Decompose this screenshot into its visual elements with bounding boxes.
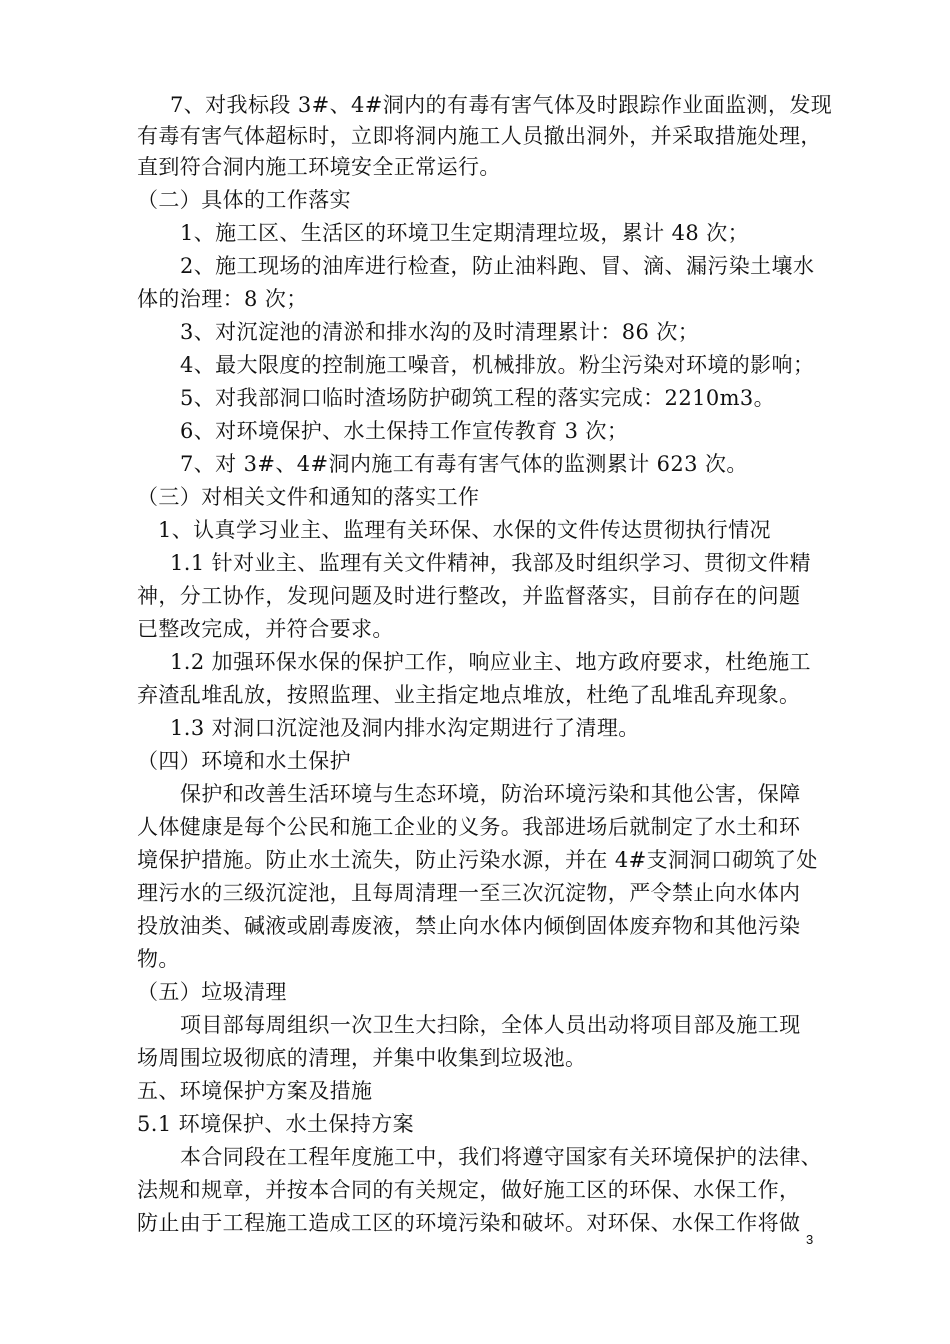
text-line: 4、最大限度的控制施工噪音，机械排放。粉尘污染对环境的影响； bbox=[180, 353, 815, 377]
chapter-heading: 五、环境保护方案及措施 bbox=[137, 1079, 373, 1103]
text-line: 弃渣乱堆乱放，按照监理、业主指定地点堆放，杜绝了乱堆乱弃现象。 bbox=[137, 683, 801, 707]
text-line: 直到符合洞内施工环境安全正常运行。 bbox=[137, 155, 501, 179]
text-line: 6、对环境保护、水土保持工作宣传教育 3 次； bbox=[180, 419, 629, 443]
section-heading: （四）环境和水土保护 bbox=[137, 749, 351, 773]
text-line: 神，分工协作，发现问题及时进行整改，并监督落实，目前存在的问题 bbox=[137, 584, 801, 608]
text-line: 7、对 3#、4#洞内施工有毒有害气体的监测累计 623 次。 bbox=[180, 452, 748, 476]
text-line: 项目部每周组织一次卫生大扫除，全体人员出动将项目部及施工现 bbox=[180, 1013, 801, 1037]
text-line: 1、施工区、生活区的环境卫生定期清理垃圾，累计 48 次； bbox=[180, 221, 750, 245]
text-line: 2、施工现场的油库进行检查，防止油料跑、冒、滴、漏污染土壤水 bbox=[180, 254, 815, 278]
text-line: 场周围垃圾彻底的清理，并集中收集到垃圾池。 bbox=[137, 1046, 587, 1070]
text-line: 理污水的三级沉淀池，且每周清理一至三次沉淀物，严令禁止向水体内 bbox=[137, 881, 801, 905]
text-line: 体的治理：8 次； bbox=[137, 287, 308, 311]
text-line: 1.3 对洞口沉淀池及洞内排水沟定期进行了清理。 bbox=[170, 716, 640, 740]
text-line: 已整改完成，并符合要求。 bbox=[137, 617, 394, 641]
section-heading: （二）具体的工作落实 bbox=[137, 188, 351, 212]
text-line: 投放油类、碱液或剧毒废液，禁止向水体内倾倒固体废弃物和其他污染 bbox=[137, 914, 801, 938]
page-number: 3 bbox=[806, 1232, 814, 1247]
text-line: 物。 bbox=[137, 947, 180, 971]
section-heading: （三）对相关文件和通知的落实工作 bbox=[137, 485, 480, 509]
section-heading: （五）垃圾清理 bbox=[137, 980, 287, 1004]
text-line: 1.1 针对业主、监理有关文件精神，我部及时组织学习、贯彻文件精 bbox=[170, 551, 811, 575]
text-line: 1、认真学习业主、监理有关环保、水保的文件传达贯彻执行情况 bbox=[158, 518, 771, 542]
text-line: 1.2 加强环保水保的保护工作，响应业主、地方政府要求，杜绝施工 bbox=[170, 650, 811, 674]
text-line: 有毒有害气体超标时，立即将洞内施工人员撤出洞外，并采取措施处理， bbox=[137, 124, 822, 148]
text-line: 5、对我部洞口临时渣场防护砌筑工程的落实完成：2210m3。 bbox=[180, 386, 776, 410]
text-line: 人体健康是每个公民和施工企业的义务。我部进场后就制定了水土和环 bbox=[137, 815, 801, 839]
text-line: 境保护措施。防止水土流失，防止污染水源，并在 4#支洞洞口砌筑了处 bbox=[137, 848, 818, 872]
text-line: 保护和改善生活环境与生态环境，防治环境污染和其他公害，保障 bbox=[180, 782, 801, 806]
text-line: 法规和规章，并按本合同的有关规定，做好施工区的环保、水保工作， bbox=[137, 1178, 801, 1202]
text-line: 3、对沉淀池的清淤和排水沟的及时清理累计：86 次； bbox=[180, 320, 700, 344]
text-line: 本合同段在工程年度施工中，我们将遵守国家有关环境保护的法律、 bbox=[180, 1145, 822, 1169]
subsection-heading: 5.1 环境保护、水土保持方案 bbox=[137, 1112, 415, 1136]
text-line: 防止由于工程施工造成工区的环境污染和破坏。对环保、水保工作将做 bbox=[137, 1211, 801, 1235]
text-line: 7、对我标段 3#、4#洞内的有毒有害气体及时跟踪作业面监测，发现 bbox=[170, 93, 833, 117]
